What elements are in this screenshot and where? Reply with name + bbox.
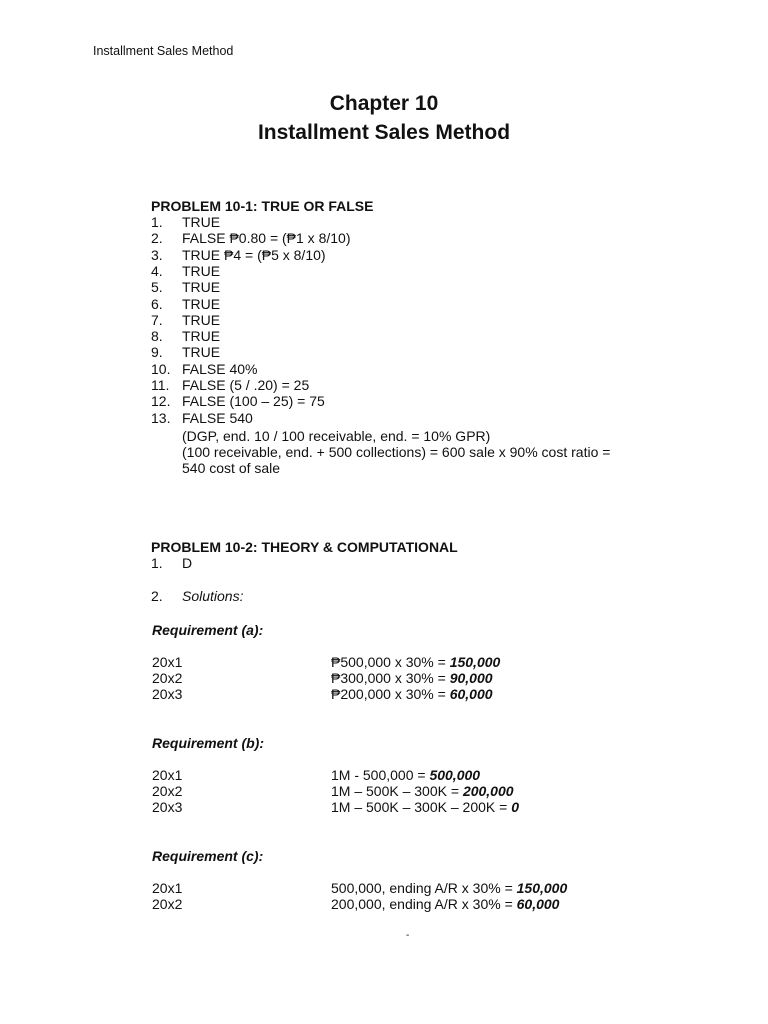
requirement-c-row-result: 60,000 bbox=[516, 896, 560, 912]
item-number: 12. bbox=[151, 393, 171, 410]
requirement-a-row-result: 60,000 bbox=[449, 686, 493, 702]
page-number-mark: - bbox=[406, 930, 410, 941]
requirement-a-row-expression: ₱300,000 x 30% = bbox=[331, 670, 450, 686]
requirement-b-row-year: 20x2 bbox=[152, 783, 183, 799]
item-answer: TRUE bbox=[182, 328, 221, 345]
requirement-b-row-result: 500,000 bbox=[429, 767, 481, 783]
item-number: 1. bbox=[151, 555, 163, 571]
problem-2-title: PROBLEM 10-2: THEORY & COMPUTATIONAL bbox=[151, 539, 458, 555]
requirement-a-title: Requirement (a): bbox=[152, 622, 264, 638]
requirement-b-row-expression: 1M - 500,000 = bbox=[331, 767, 430, 783]
item-answer: TRUE bbox=[182, 344, 221, 361]
requirement-b-row-computation bbox=[331, 783, 514, 799]
requirement-b-row-expression: 1M – 500K – 300K – 200K = bbox=[331, 799, 512, 815]
item-number: 5. bbox=[151, 279, 163, 296]
item-answer: TRUE ₱4 = (₱5 x 8/10) bbox=[182, 246, 326, 263]
item-number: 8. bbox=[151, 328, 163, 345]
item-answer: FALSE 40% bbox=[182, 360, 258, 377]
solutions-label: Solutions: bbox=[182, 588, 244, 604]
problem-1-note: (DGP, end. 10 / 100 receivable, end. = 10% GPR) bbox=[182, 428, 491, 444]
requirement-c-row-computation bbox=[331, 896, 559, 912]
requirement-a-row-expression: ₱500,000 x 30% = bbox=[331, 654, 450, 670]
item-answer: TRUE bbox=[182, 295, 221, 312]
item-number: 6. bbox=[151, 295, 163, 312]
requirement-c-title: Requirement (c): bbox=[152, 848, 264, 864]
item-answer: TRUE bbox=[182, 262, 221, 279]
requirement-b-row-year: 20x3 bbox=[152, 799, 183, 815]
requirement-a-row-computation bbox=[331, 654, 500, 670]
problem-1-title: PROBLEM 10-1: TRUE OR FALSE bbox=[151, 198, 374, 214]
item-number: 4. bbox=[151, 262, 163, 279]
problem-1-note: (100 receivable, end. + 500 collections) = 600 sale x 90% cost ratio = bbox=[182, 444, 611, 460]
chapter-number: Chapter 10 bbox=[329, 92, 439, 115]
item-answer: D bbox=[182, 555, 193, 571]
item-answer: TRUE bbox=[182, 311, 221, 328]
item-number: 10. bbox=[151, 360, 171, 377]
item-number: 2. bbox=[151, 230, 163, 247]
item-answer: TRUE bbox=[182, 214, 221, 230]
item-answer: FALSE (100 – 25) = 75 bbox=[182, 393, 325, 410]
requirement-a-row-computation bbox=[331, 670, 493, 686]
item-answer: FALSE 540 bbox=[182, 409, 253, 426]
problem-1-note: 540 cost of sale bbox=[182, 460, 281, 476]
requirement-b-row-year: 20x1 bbox=[152, 767, 183, 783]
requirement-b-row-result: 200,000 bbox=[462, 783, 514, 799]
requirement-c-row-expression: 500,000, ending A/R x 30% = bbox=[331, 880, 517, 896]
chapter-title: Installment Sales Method bbox=[257, 121, 511, 144]
requirement-a-row-year: 20x3 bbox=[152, 686, 183, 702]
requirement-a-row-result: 90,000 bbox=[449, 670, 493, 686]
requirement-a-row-expression: ₱200,000 x 30% = bbox=[331, 686, 450, 702]
item-number: 11. bbox=[151, 377, 170, 393]
requirement-b-row-computation bbox=[331, 799, 519, 815]
requirement-c-row-result: 150,000 bbox=[516, 880, 568, 896]
item-answer: FALSE (5 / .20) = 25 bbox=[182, 377, 310, 393]
item-number: 2. bbox=[151, 588, 163, 604]
requirement-c-row-expression: 200,000, ending A/R x 30% = bbox=[331, 896, 517, 912]
requirement-c-row-year: 20x1 bbox=[152, 880, 183, 896]
item-number: 3. bbox=[151, 246, 163, 263]
running-header: Installment Sales Method bbox=[93, 44, 234, 58]
item-answer: TRUE bbox=[182, 279, 221, 296]
requirement-c-row-computation bbox=[331, 880, 567, 896]
item-answer: FALSE ₱0.80 = (₱1 x 8/10) bbox=[182, 230, 351, 247]
requirement-a-row-result: 150,000 bbox=[449, 654, 501, 670]
item-number: 9. bbox=[151, 344, 163, 361]
requirement-a-row-year: 20x1 bbox=[152, 654, 183, 670]
item-number: 13. bbox=[151, 409, 171, 426]
requirement-b-row-computation bbox=[331, 767, 480, 783]
requirement-a-row-computation bbox=[331, 686, 493, 702]
requirement-a-row-year: 20x2 bbox=[152, 670, 183, 686]
requirement-c-row-year: 20x2 bbox=[152, 896, 183, 912]
requirement-b-title: Requirement (b): bbox=[152, 735, 264, 751]
item-number: 7. bbox=[151, 311, 163, 328]
requirement-b-row-expression: 1M – 500K – 300K = bbox=[331, 783, 463, 799]
requirement-b-row-result: 0 bbox=[511, 799, 519, 815]
item-number: 1. bbox=[151, 214, 163, 230]
